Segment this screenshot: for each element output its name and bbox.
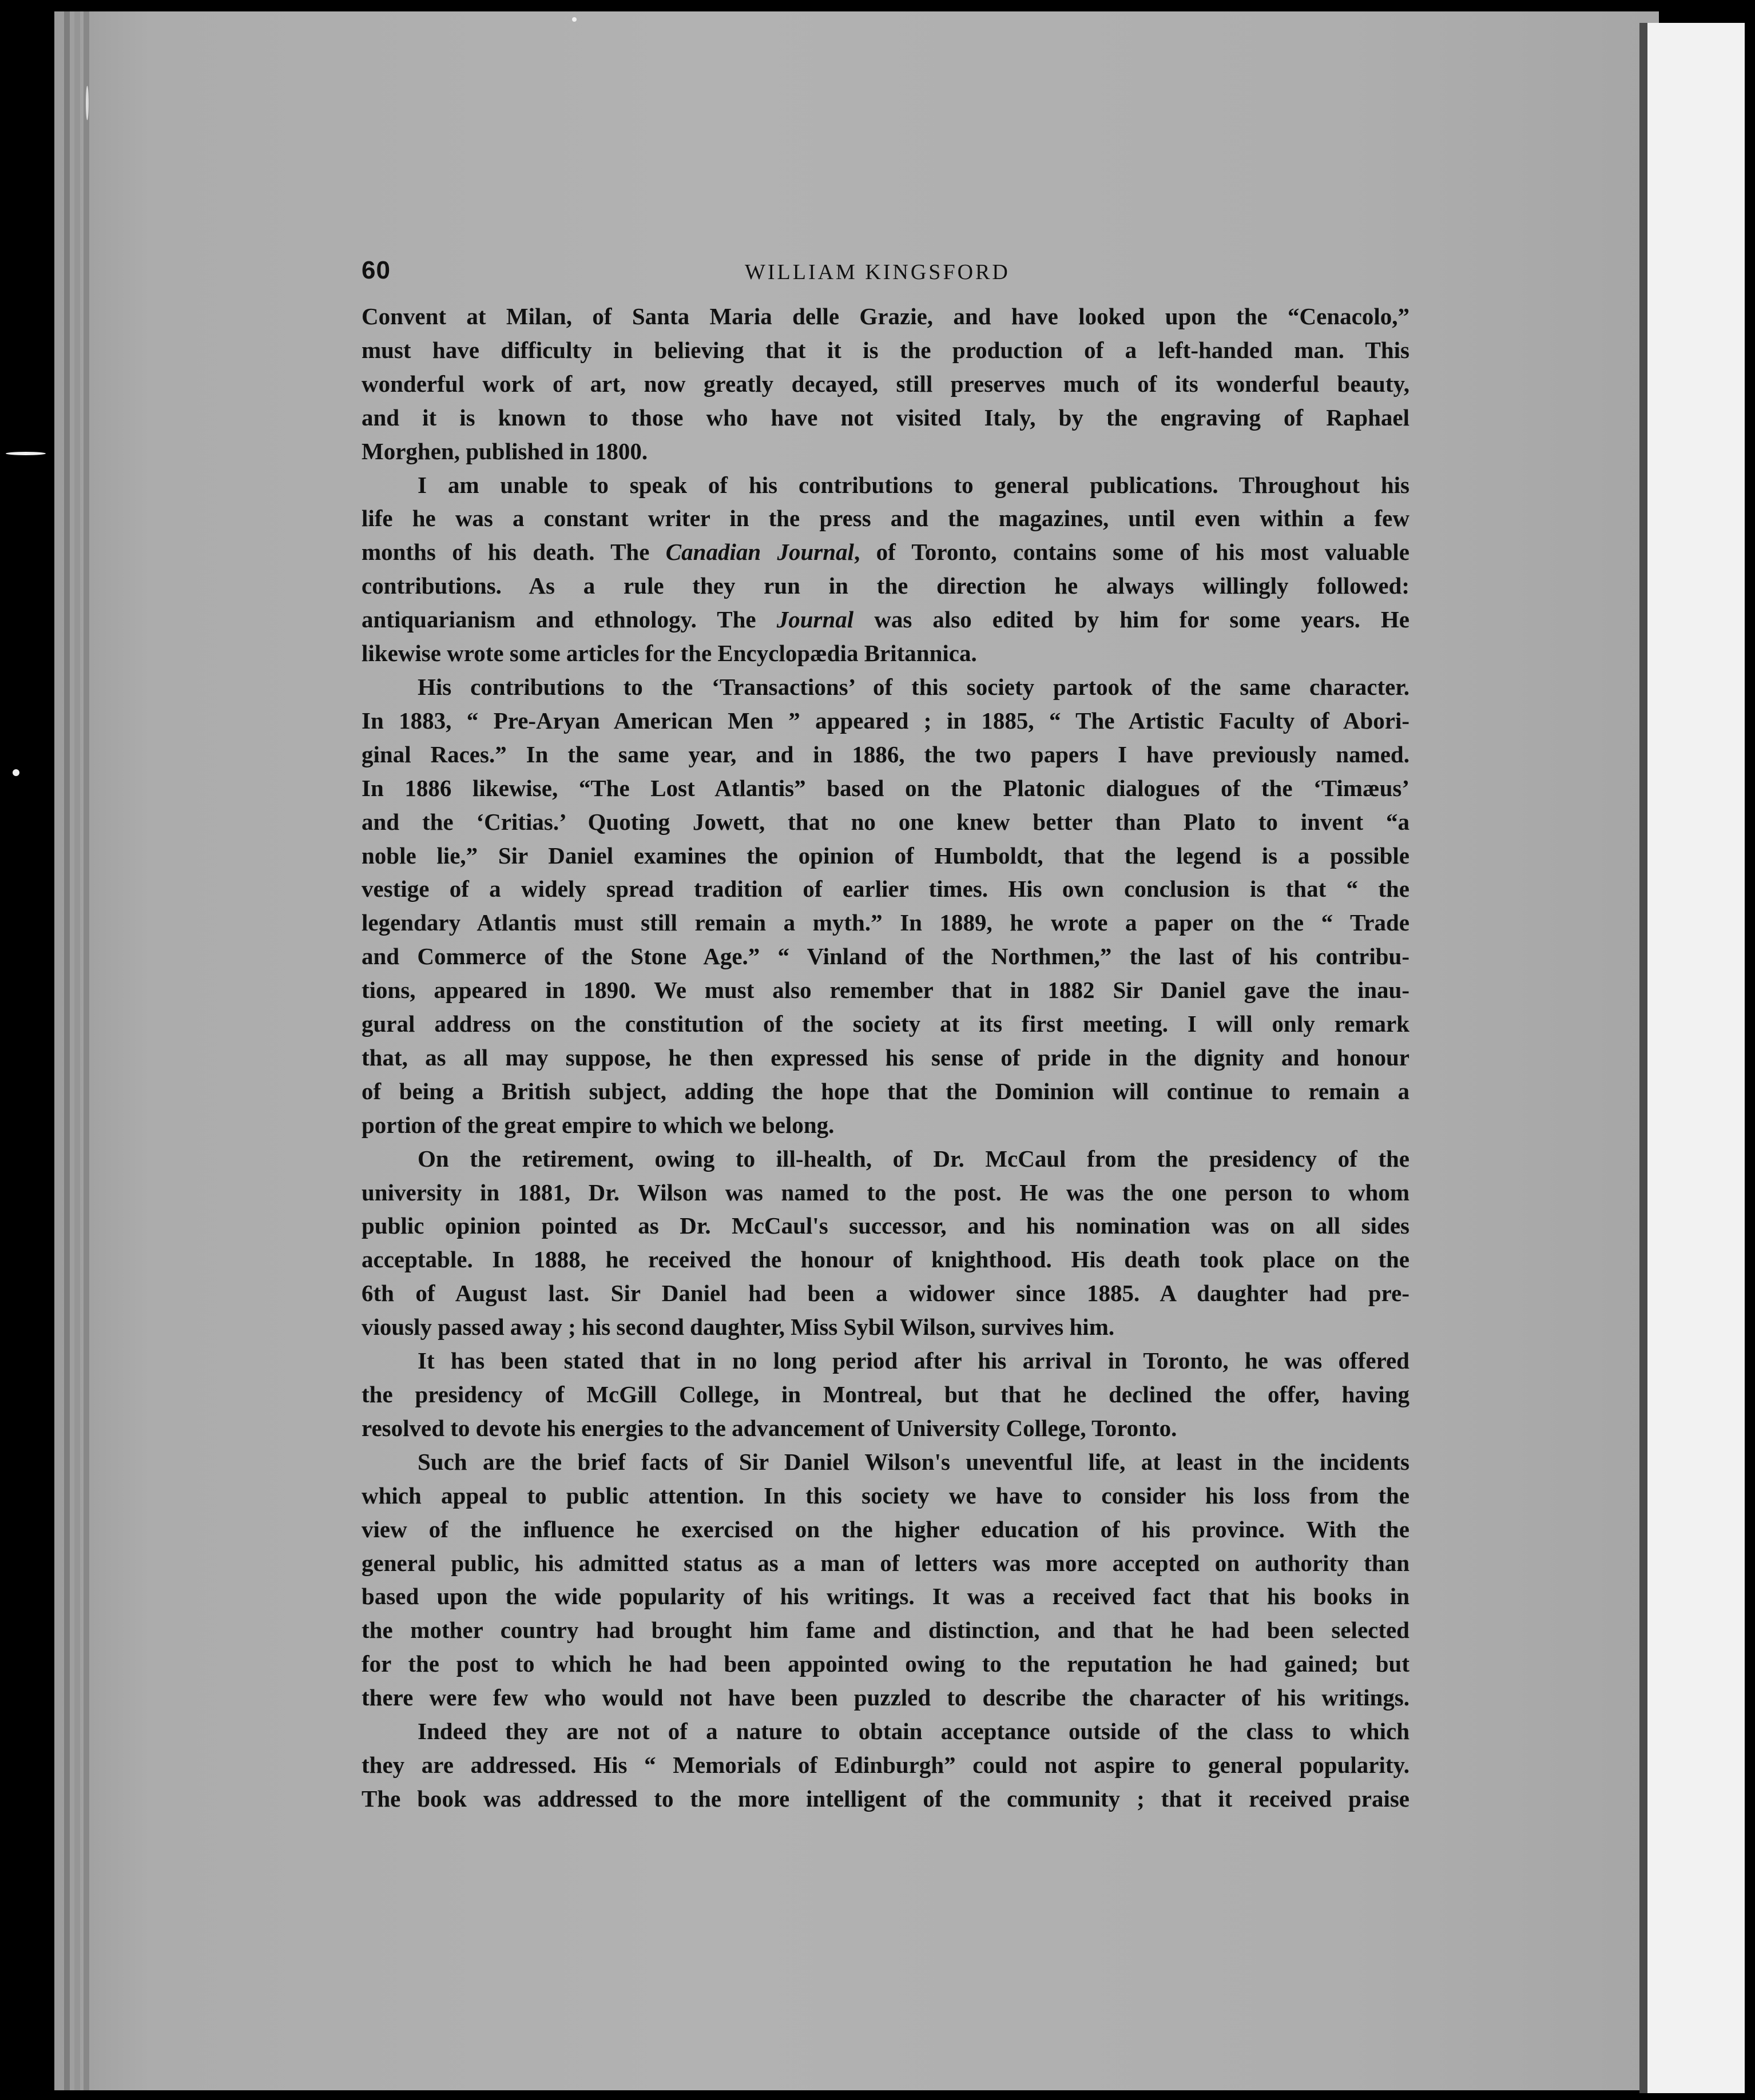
text-line: legendary Atlantis must still remain a myth.” In 1889, he wrote a paper on the “ Trade: [362, 909, 1409, 936]
text-line: It has been stated that in no long period after his arrival in Toronto, he was offered: [418, 1347, 1409, 1374]
scan-speck: [572, 17, 577, 22]
text-line: On the retirement, owing to ill-health, of Dr. McCaul from the presidency of the: [418, 1145, 1409, 1172]
text-line: vestige of a widely spread tradition of earlier times. His own conclusion is that “ the: [362, 876, 1409, 902]
text-run: months of his death. The: [362, 539, 666, 566]
journal-title: Canadian Journal: [665, 539, 854, 566]
text-line: acceptable. In 1888, he received the honour of knighthood. His death took place on the: [362, 1246, 1409, 1273]
page-edge: [64, 11, 70, 2090]
text-line: the mother country had brought him fame and distinction, and that he had been selected: [362, 1617, 1409, 1644]
text-line: I am unable to speak of his contributions to general publications. Throughout his: [418, 471, 1409, 498]
text-line: His contributions to the ‘Transactions’ of this society partook of the same character.: [418, 673, 1409, 700]
running-head: [362, 256, 1409, 296]
text-line: must have difficulty in believing that it is the production of a left-handed man. This: [362, 336, 1409, 363]
body-text: [362, 300, 1409, 1816]
binding-shadow: [1639, 23, 1647, 2093]
text-line: for the post to which he had been appointed owing to the reputation he had gained; but: [362, 1650, 1409, 1677]
text-line: which appeal to public attention. In this society we have to consider his loss from the: [362, 1482, 1409, 1509]
text-line: ginal Races.” In the same year, and in 1886, the two papers I have previously named.: [362, 741, 1409, 767]
text-line: wonderful work of art, now greatly decayed, still preserves much of its wonderful beauty,: [362, 370, 1409, 397]
text-line: [362, 603, 1409, 637]
text-line: resolved to devote his energies to the advancement of University College, Toronto.: [362, 1414, 1177, 1441]
text-line: likewise wrote some articles for the Encyclopædia Britannica.: [362, 640, 977, 667]
text-line: based upon the wide popularity of his writings. It was a received fact that his books in: [362, 1583, 1409, 1610]
text-line: and the ‘Critias.’ Quoting Jowett, that no one knew better than Plato to invent “a: [362, 808, 1409, 835]
text-line: there were few who would not have been puzzled to describe the character of his writings.: [362, 1684, 1409, 1711]
text-line: In 1886 likewise, “The Lost Atlantis” based on the Platonic dialogues of the ‘Timæus’: [362, 774, 1409, 801]
text-line: university in 1881, Dr. Wilson was named to the post. He was the one person to whom: [362, 1179, 1409, 1206]
adjacent-page-strip: [1647, 23, 1745, 2093]
text-run: , of Toronto, contains some of his most valuable: [853, 539, 1410, 566]
page-number: 60: [362, 256, 391, 284]
text-run: was also edited by him for some years. He: [853, 606, 1410, 633]
text-line: portion of the great empire to which we belong.: [362, 1111, 835, 1138]
text-line: of being a British subject, adding the hope that the Dominion will continue to remain a: [362, 1077, 1409, 1104]
text-line: gural address on the constitution of the society at its first meeting. I will only remark: [362, 1011, 1409, 1037]
text-line: [362, 535, 1409, 569]
text-line: contributions. As a rule they run in the direction he always willingly followed:: [362, 572, 1409, 599]
text-line: Morghen, published in 1800.: [362, 438, 648, 464]
text-line: they are addressed. His “ Memorials of Edinburgh” could not aspire to general popularity.: [362, 1751, 1409, 1778]
text-line: life he was a constant writer in the press and the magazines, until even within a few: [362, 505, 1409, 532]
text-line: and it is known to those who have not visited Italy, by the engraving of Raphael: [362, 404, 1409, 431]
page-edge: [84, 11, 89, 2090]
journal-title: Journal: [776, 606, 854, 633]
text-line: Indeed they are not of a nature to obtain acceptance outside of the class to which: [418, 1718, 1409, 1745]
text-line: 6th of August last. Sir Daniel had been a widower since 1885. A daughter had pre-: [362, 1280, 1409, 1307]
page-edge: [74, 11, 80, 2090]
text-run: antiquarianism and ethnology. The: [362, 606, 777, 633]
text-line: view of the influence he exercised on the higher education of his province. With the: [362, 1516, 1409, 1542]
text-line: tions, appeared in 1890. We must also remember that in 1882 Sir Daniel gave the inau-: [362, 977, 1409, 1004]
running-title: WILLIAM KINGSFORD: [745, 260, 1010, 284]
text-line: noble lie,” Sir Daniel examines the opinion of Humboldt, that the legend is a possible: [362, 842, 1409, 869]
text-line: and Commerce of the Stone Age.” “ Vinland of the Northmen,” the last of his contribu-: [362, 943, 1409, 970]
text-line: that, as all may suppose, he then expressed his sense of pride in the dignity and honour: [362, 1044, 1409, 1071]
text-line: the presidency of McGill College, in Montreal, but that he declined the offer, having: [362, 1381, 1409, 1407]
text-line: public opinion pointed as Dr. McCaul's successor, and his nomination was on all sides: [362, 1212, 1409, 1239]
scan-speck: [6, 452, 46, 455]
scan-speck: [86, 86, 89, 120]
text-line: Such are the brief facts of Sir Daniel Wilson's uneventful life, at least in the incidents: [418, 1448, 1409, 1475]
page-text: [362, 256, 1409, 1816]
text-line: The book was addressed to the more intelligent of the community ; that it received praise: [362, 1785, 1409, 1812]
text-line: In 1883, “ Pre-Aryan American Men ” appeared ; in 1885, “ The Artistic Faculty of Abori-: [362, 707, 1409, 734]
text-line: general public, his admitted status as a man of letters was more accepted on authority than: [362, 1549, 1409, 1576]
text-line: Convent at Milan, of Santa Maria delle Grazie, and have looked upon the “Cenacolo,”: [362, 303, 1409, 329]
text-line: viously passed away ; his second daughter, Miss Sybil Wilson, survives him.: [362, 1314, 1115, 1341]
scan-speck: [13, 769, 19, 776]
